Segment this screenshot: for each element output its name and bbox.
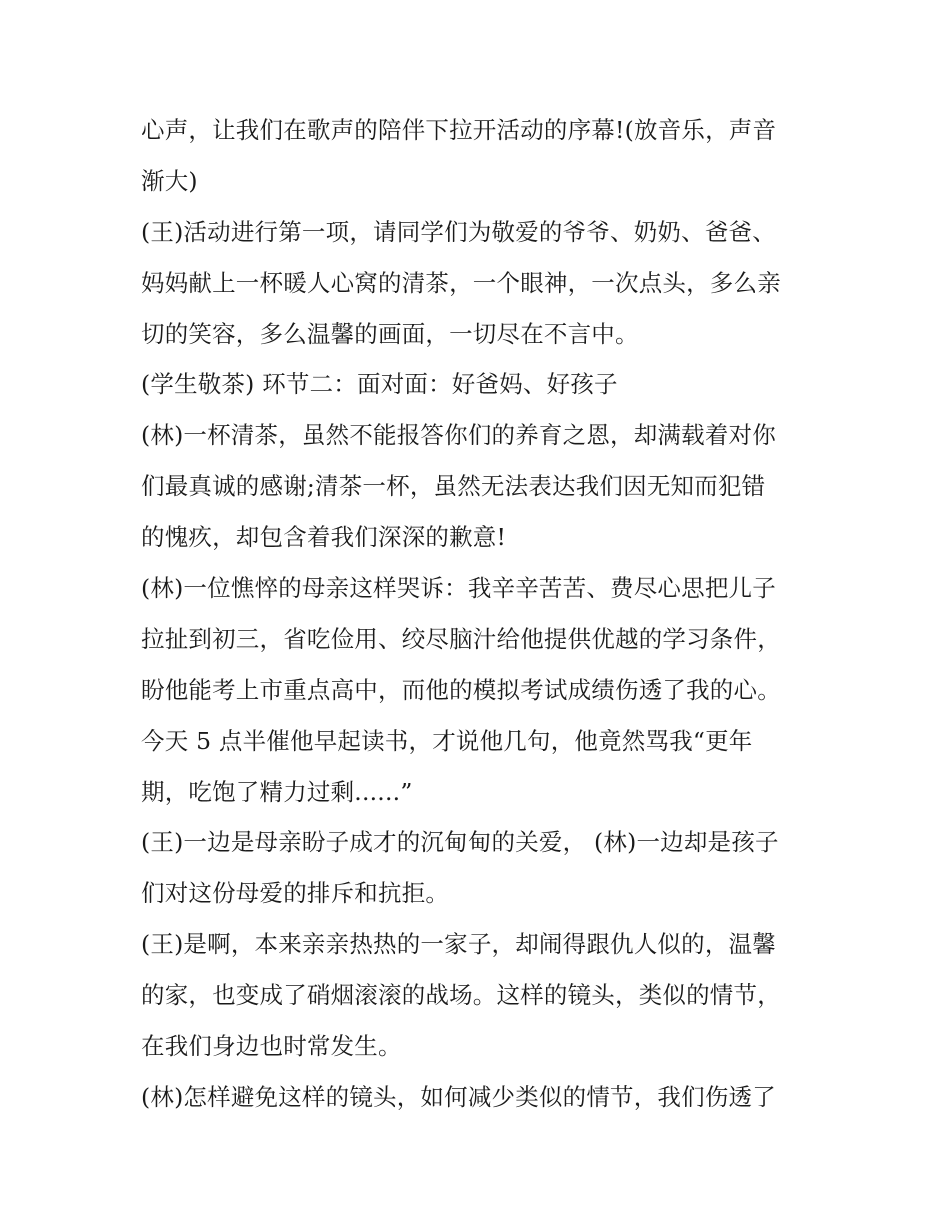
text-line: 今天 5 点半催他早起读书，才说他几句，他竟然骂我“更年 [141,726,753,755]
text-line: (王)一边是母亲盼子成才的沉甸甸的关爱， (林)一边却是孩子 [141,828,779,857]
text-line: 在我们身边也时常发生。 [141,1032,402,1061]
text-line: (林)一杯清茶，虽然不能报答你们的养育之恩，却满载着对你 [141,421,776,450]
text-line: 的家，也变成了硝烟滚滚的战场。这样的镜头，类似的情节， [141,981,781,1010]
text-line: 切的笑容，多么温馨的画面，一切尽在不言中。 [141,319,639,348]
text-line: (学生敬茶) 环节二：面对面：好爸妈、好孩子 [141,370,618,399]
text-line: 的愧疚，却包含着我们深深的歉意! [141,523,507,552]
body-text [141,105,821,1123]
text-line: 心声，让我们在歌声的陪伴下拉开活动的序幕!(放音乐，声音 [141,116,777,144]
text-line: 们最真诚的感谢;清茶一杯，虽然无法表达我们因无知而犯错 [141,472,766,501]
text-line: 妈妈献上一杯暖人心窝的清茶，一个眼神，一次点头，多么亲 [141,268,781,297]
text-line: 盼他能考上市重点高中，而他的模拟考试成绩伤透了我的心。 [141,675,781,704]
text-line: 渐大) [141,166,198,195]
text-line: (林)一位憔悴的母亲这样哭诉：我辛辛苦苦、费尽心思把儿子 [141,574,776,603]
text-line: 期，吃饱了精力过剩......” [141,777,413,806]
text-line: (王)活动进行第一项，请同学们为敬爱的爷爷、奶奶、爸爸、 [141,217,776,246]
text-line: 拉扯到初三，省吃俭用、绞尽脑汁给他提供优越的学习条件， [141,624,781,653]
text-line: (林)怎样避免这样的镜头，如何减少类似的情节，我们伤透了 [141,1082,776,1111]
text-line: 们对这份母爱的排斥和抗拒。 [141,879,450,908]
text-line: (王)是啊，本来亲亲热热的一家子，却闹得跟仇人似的，温馨 [141,930,776,959]
